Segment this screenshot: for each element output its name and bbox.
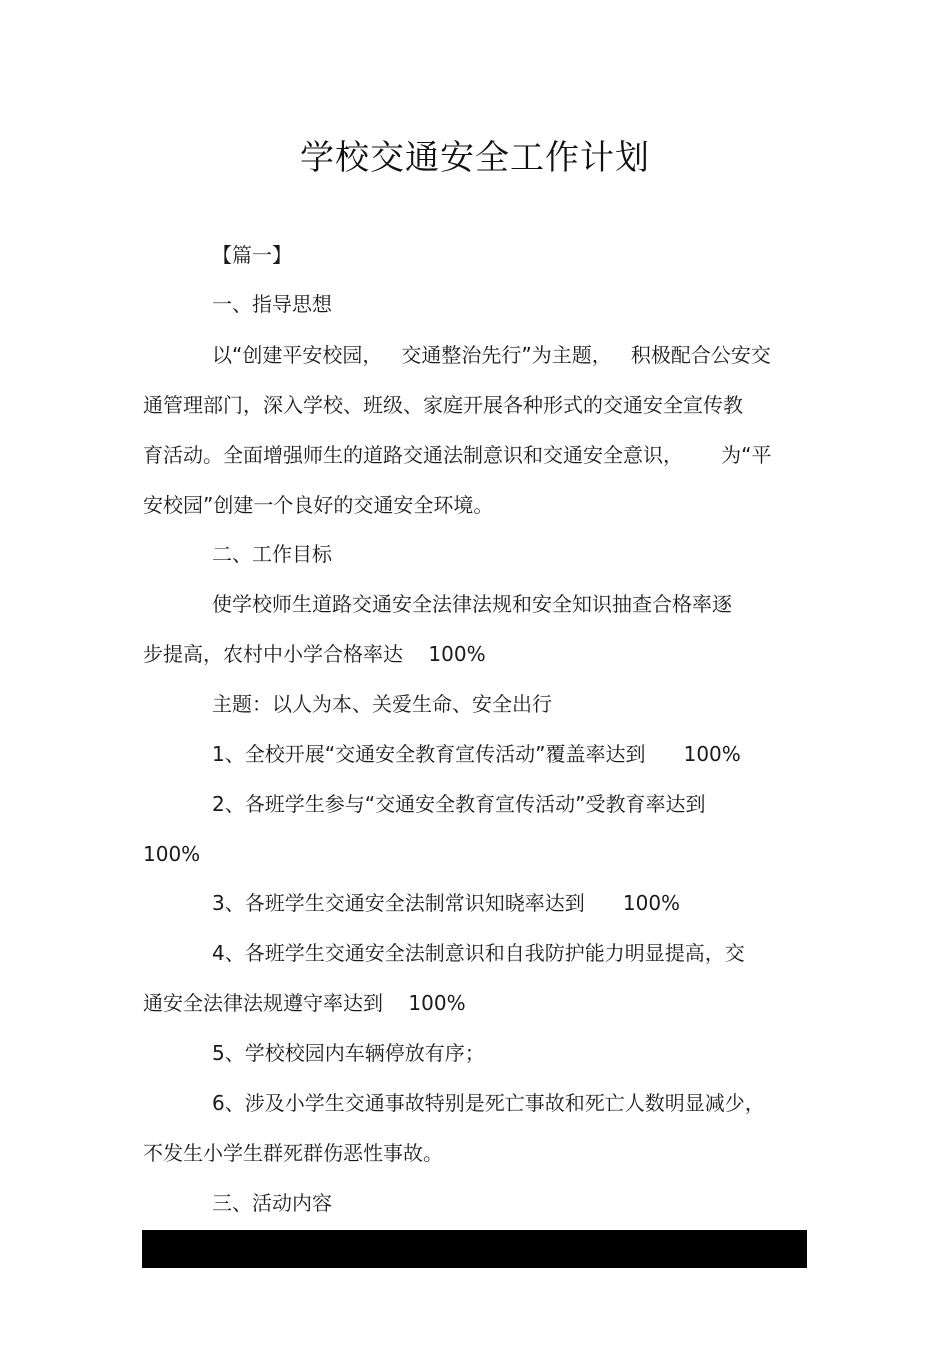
paragraph-line: 安校园”创建一个良好的交通安全环境。 <box>143 493 494 517</box>
list-item-continuation: 不发生小学生群死群伤恶性事故。 <box>143 1141 443 1165</box>
paragraph-line: 通管理部门，深入学校、班级、家庭开展各种形式的交通安全宣传教 <box>143 393 743 417</box>
paragraph-line: 步提高，农村中小学合格率达 100% <box>143 642 486 666</box>
list-item: 5、学校校园内车辆停放有序； <box>212 1041 485 1065</box>
page-title: 学校交通安全工作计划 <box>300 138 650 178</box>
section-heading: 三、活动内容 <box>212 1191 332 1215</box>
section-label: 【篇一】 <box>212 243 292 267</box>
paragraph-line: 使学校师生道路交通安全法律法规和安全知识抽查合格率逐 <box>212 592 732 616</box>
list-item: 4、各班学生交通安全法制意识和自我防护能力明显提高，交 <box>212 941 745 965</box>
list-item: 6、涉及小学生交通事故特别是死亡事故和死亡人数明显减少， <box>212 1091 765 1115</box>
paragraph-line: 主题：以人为本、关爱生命、安全出行 <box>212 692 552 716</box>
list-item-continuation: 通安全法律法规遵守率达到 100% <box>143 991 466 1015</box>
list-item: 2、各班学生参与“交通安全教育宣传活动”受教育率达到 <box>212 792 706 816</box>
section-heading: 二、工作目标 <box>212 542 332 566</box>
list-item-continuation: 100% <box>143 842 201 866</box>
list-item: 1、全校开展“交通安全教育宣传活动”覆盖率达到 100% <box>212 742 741 766</box>
section-heading: 一、指导思想 <box>212 292 332 316</box>
list-item: 3、各班学生交通安全法制常识知晓率达到 100% <box>212 891 681 915</box>
paragraph-line: 育活动。全面增强师生的道路交通法制意识和交通安全意识， 为“平 <box>143 443 772 467</box>
redaction-bar <box>142 1230 807 1268</box>
paragraph-line: 以“创建平安校园， 交通整治先行”为主题， 积极配合公安交 <box>212 343 771 367</box>
